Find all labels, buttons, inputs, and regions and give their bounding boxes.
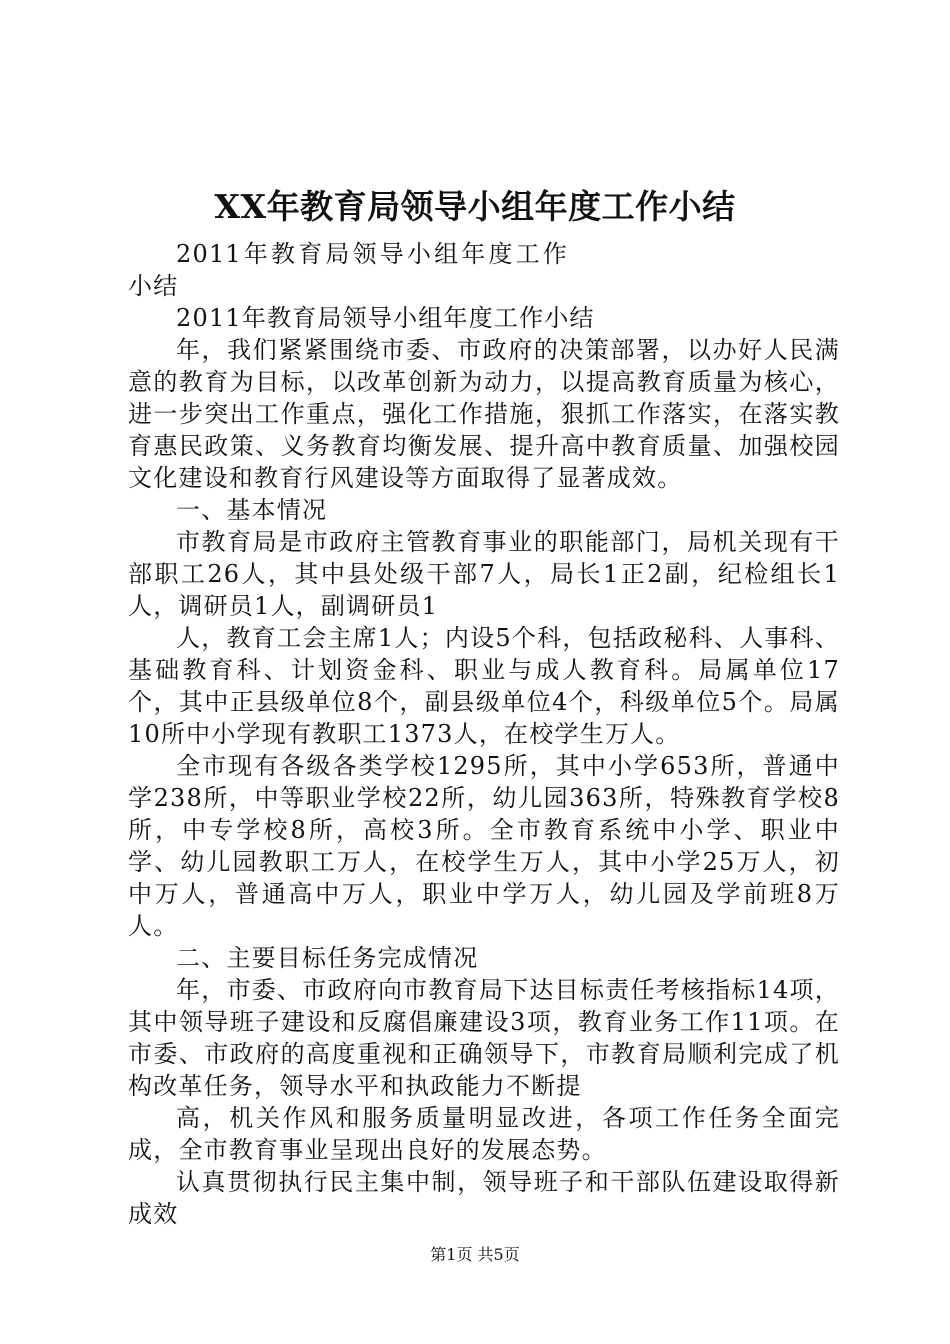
paragraph-schools: 全市现有各级各类学校1295所，其中小学653所，普通中学238所，中等职业学校22所，幼儿园363所，特殊教育学校8所，中专学校8所，高校3所。全市教育系统中小学、职业中学、幼儿园教职工万人，在校学生万人，其中小学25万人，初中万人，普通高中万人，职业中学万人，幼儿园及学前班8万人。	[128, 752, 840, 940]
section-heading-goals: 二、主要目标任务完成情况	[176, 944, 479, 972]
paragraph-leadership: 认真贯彻执行民主集中制，领导班子和干部队伍建设取得新成效	[128, 1168, 840, 1228]
page-number-footer: 第1页 共5页	[430, 1245, 520, 1264]
paragraph-targets-continued: 高，机关作风和服务质量明显改进，各项工作任务全面完成，全市教育事业呈现出良好的发展态势。	[128, 1104, 840, 1164]
document-body	[128, 238, 840, 1230]
paragraph-bureau-units: 人，教育工会主席1人；内设5个科，包括政秘科、人事科、基础教育科、计划资金科、职业与成人教育科。局属单位17个，其中正县级单位8个，副县级单位4个，科级单位5个。局属10所中小学现有教职工1373人，在校学生万人。	[128, 624, 840, 748]
paragraph-targets: 年，市委、市政府向市教育局下达目标责任考核指标14项，其中领导班子建设和反腐倡廉建设3项，教育业务工作11项。在市委、市政府的高度重视和正确领导下，市教育局顺利完成了机构改革任务，领导水平和执政能力不断提	[128, 976, 840, 1100]
section-heading-basic: 一、基本情况	[176, 496, 328, 524]
paragraph-subtitle: 2011年教育局领导小组年度工作小结	[128, 240, 568, 300]
paragraph-heading-repeat: 2011年教育局领导小组年度工作小结	[176, 304, 595, 332]
paragraph-intro: 年，我们紧紧围绕市委、市政府的决策部署，以办好人民满意的教育为目标，以改革创新为动力，以提高教育质量为核心，进一步突出工作重点，强化工作措施，狠抓工作落实，在落实教育惠民政策、义务教育均衡发展、提升高中教育质量、加强校园文化建设和教育行风建设等方面取得了显著成效。	[128, 336, 840, 492]
document-title: XX年教育局领导小组年度工作小结	[214, 187, 736, 226]
paragraph-bureau-staff: 市教育局是市政府主管教育事业的职能部门，局机关现有干部职工26人，其中县处级干部7人，局长1正2副，纪检组长1人，调研员1人，副调研员1	[128, 528, 840, 620]
